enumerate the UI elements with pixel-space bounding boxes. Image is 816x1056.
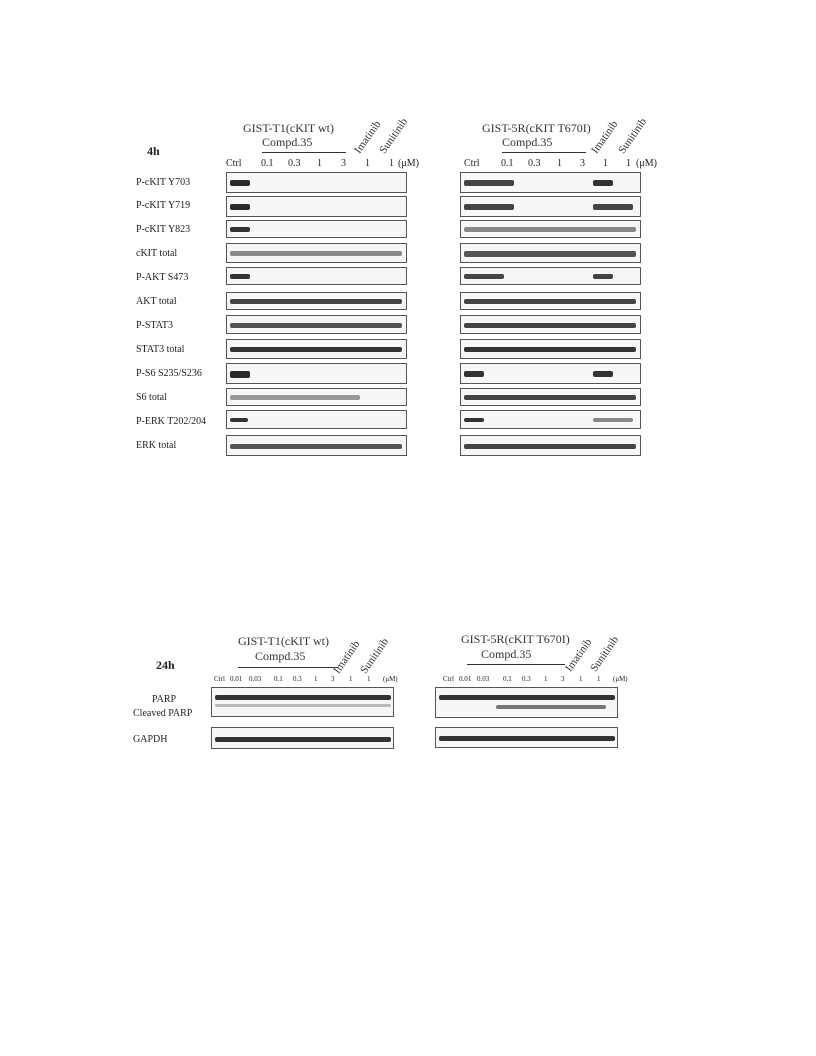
- row-label: P-ERK T202/204: [136, 416, 207, 427]
- blot-strip: [460, 388, 641, 406]
- row-label: P-cKIT Y719: [136, 200, 191, 211]
- row-label: ERK total: [136, 440, 177, 451]
- lane-label: 1: [367, 675, 371, 683]
- lane-label: 3: [561, 675, 565, 683]
- lane-label: 1: [579, 675, 583, 683]
- blot-strip: [460, 435, 641, 456]
- lane-label: 0.03: [477, 675, 490, 683]
- right-cell-line-title: GIST-5R(cKIT T670I): [482, 121, 591, 135]
- lane-label: 0.1: [503, 675, 512, 683]
- left-imatinib-label: Imatinib: [352, 118, 384, 156]
- lane-label: 1: [603, 158, 608, 169]
- lane-label: 1: [597, 675, 601, 683]
- lane-label: 0.1: [501, 158, 514, 169]
- blot-strip: [226, 196, 407, 217]
- blot-strip: [460, 243, 641, 263]
- blot-strip: [226, 220, 407, 238]
- lane-label: 0.1: [261, 158, 274, 169]
- left-compound-underline: [262, 152, 346, 153]
- row-label: P-cKIT Y823: [136, 224, 191, 235]
- right-compound-label-24h: Compd.35: [481, 647, 532, 661]
- left-cell-line-title: GIST-T1(cKIT wt): [243, 121, 334, 135]
- unit-label: (μM): [613, 675, 628, 683]
- right-imatinib-label-24h: Imatinib: [563, 636, 595, 674]
- lane-label: 3: [331, 675, 335, 683]
- blot-strip: [226, 267, 407, 285]
- left-sunitinib-label: Sunitinib: [377, 116, 411, 156]
- lane-label: 1: [365, 158, 370, 169]
- blot-strip: [226, 410, 407, 429]
- lane-label: Ctrl: [214, 675, 225, 683]
- time-label-4h: 4h: [147, 144, 160, 158]
- blot-strip: [226, 243, 407, 263]
- blot-strip: [226, 315, 407, 334]
- left-cell-line-title-24h: GIST-T1(cKIT wt): [238, 634, 329, 648]
- lane-label: 0.3: [528, 158, 541, 169]
- row-label: cKIT total: [136, 248, 178, 259]
- lane-label: Ctrl: [443, 675, 454, 683]
- blot-strip: [460, 267, 641, 285]
- blot-strip: [226, 388, 407, 406]
- lane-label: 0.03: [249, 675, 262, 683]
- blot-strip: [211, 687, 394, 717]
- left-compound-label: Compd.35: [262, 135, 313, 149]
- lane-label: 3: [341, 158, 346, 169]
- lane-label: 1: [314, 675, 318, 683]
- row-label: P-cKIT Y703: [136, 177, 191, 188]
- row-label: AKT total: [136, 296, 177, 307]
- blot-strip: [211, 727, 394, 749]
- blot-strip: [226, 339, 407, 359]
- right-sunitinib-label-24h: Sunitinib: [588, 634, 622, 674]
- blot-strip: [435, 687, 618, 718]
- lane-label: 1: [626, 158, 631, 169]
- lane-label: 0.01: [459, 675, 472, 683]
- row-label-gapdh: GAPDH: [133, 734, 168, 745]
- blot-strip: [460, 410, 641, 429]
- lane-label: 0.3: [293, 675, 302, 683]
- blot-strip: [226, 172, 407, 193]
- right-sunitinib-label: Sunitinib: [616, 116, 650, 156]
- right-imatinib-label: Imatinib: [589, 118, 621, 156]
- blot-strip: [435, 727, 618, 748]
- lane-label: 1: [349, 675, 353, 683]
- unit-label: (μM): [383, 675, 398, 683]
- left-imatinib-label-24h: Imatinib: [331, 638, 363, 676]
- row-label-parp: PARP: [152, 694, 177, 705]
- blot-strip: [226, 435, 407, 456]
- blot-strip: [460, 292, 641, 310]
- row-label: S6 total: [136, 392, 167, 403]
- lane-label: 0.1: [274, 675, 283, 683]
- lane-label: 0.3: [522, 675, 531, 683]
- left-compound-label-24h: Compd.35: [255, 649, 306, 663]
- row-label: P-AKT S473: [136, 272, 189, 283]
- lane-label: 3: [580, 158, 585, 169]
- lane-label: 1: [317, 158, 322, 169]
- lane-label: 1: [389, 158, 394, 169]
- lane-label: 1: [557, 158, 562, 169]
- blot-strip: [460, 363, 641, 384]
- left-sunitinib-label-24h: Sunitinib: [358, 636, 392, 676]
- right-compound-underline: [502, 152, 586, 153]
- row-label: STAT3 total: [136, 344, 185, 355]
- lane-label: Ctrl: [464, 158, 480, 169]
- blot-strip: [226, 292, 407, 310]
- time-label-24h: 24h: [156, 658, 175, 672]
- blot-strip: [460, 172, 641, 193]
- lane-label: 0.01: [230, 675, 243, 683]
- right-cell-line-title-24h: GIST-5R(cKIT T670I): [461, 632, 570, 646]
- lane-label: 1: [544, 675, 548, 683]
- unit-label: (μM): [398, 158, 419, 169]
- lane-label: Ctrl: [226, 158, 242, 169]
- left-compound-underline-24h: [238, 667, 338, 668]
- row-label-cleaved-parp: Cleaved PARP: [133, 708, 193, 719]
- lane-label: 0.3: [288, 158, 301, 169]
- blot-strip: [460, 220, 641, 238]
- blot-strip: [226, 363, 407, 384]
- blot-strip: [460, 196, 641, 217]
- row-label: P-STAT3: [136, 320, 173, 331]
- right-compound-underline-24h: [467, 664, 565, 665]
- row-label: P-S6 S235/S236: [136, 368, 202, 379]
- unit-label: (μM): [636, 158, 657, 169]
- blot-strip: [460, 339, 641, 359]
- right-compound-label: Compd.35: [502, 135, 553, 149]
- blot-strip: [460, 315, 641, 334]
